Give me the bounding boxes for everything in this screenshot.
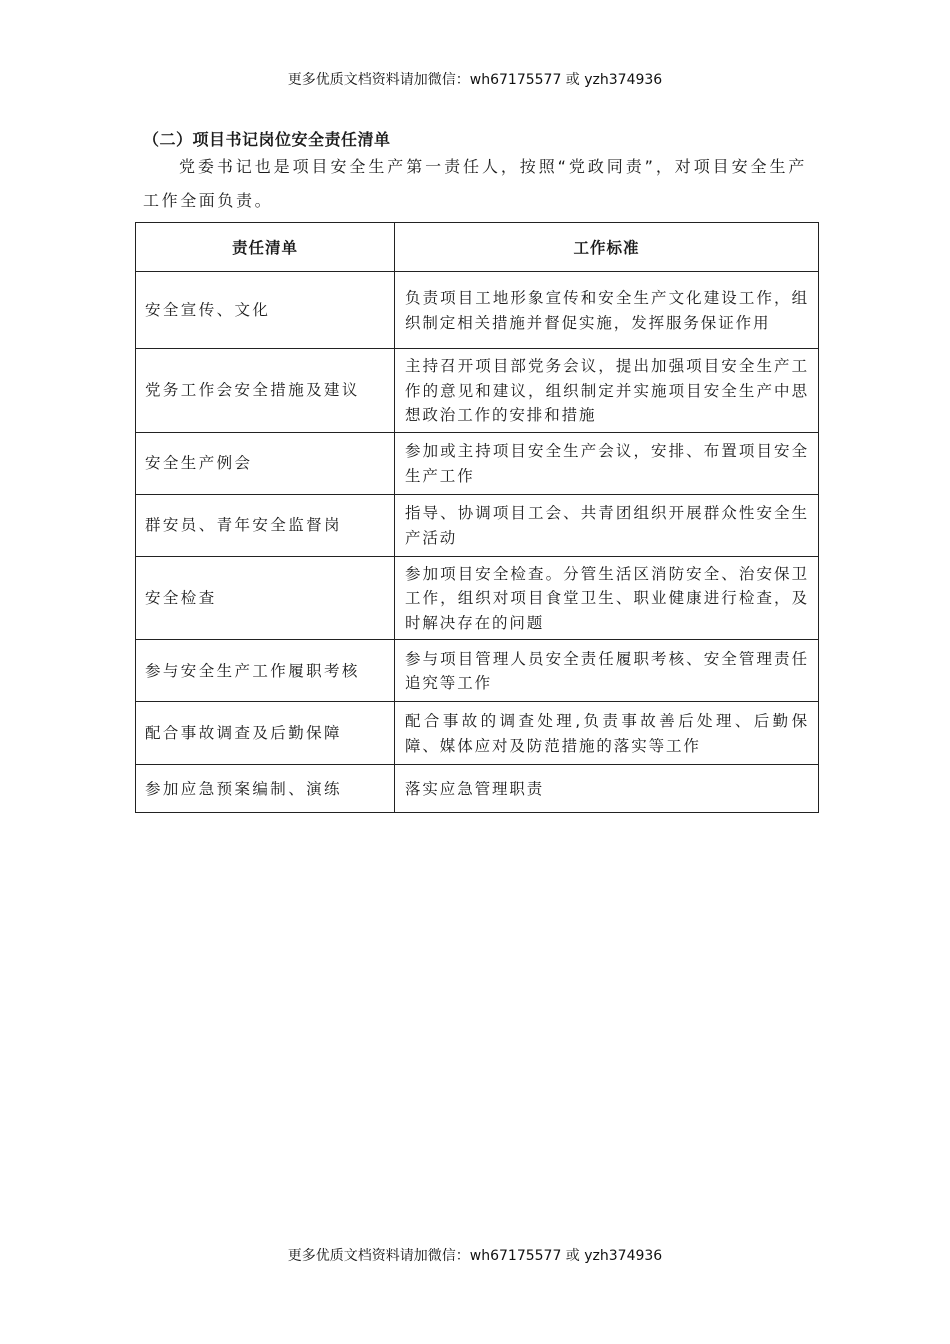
column-header-standard: 工作标准 [395, 223, 819, 272]
row-standard: 主持召开项目部党务会议，提出加强项目安全生产工作的意见和建议，组织制定并实施项目安全生产中思想政治工作的安排和措施 [395, 349, 819, 433]
row-standard: 指导、协调项目工会、共青团组织开展群众性安全生产活动 [395, 494, 819, 556]
page-footer: 更多优质文档资料请加微信：wh67175577 或 yzh374936 [287, 1248, 663, 1264]
section-title: （二）项目书记岗位安全责任清单 [143, 130, 391, 149]
row-item: 参加应急预案编制、演练 [136, 765, 395, 813]
row-item: 群安员、青年安全监督岗 [136, 494, 395, 556]
row-standard: 配合事故的调查处理,负责事故善后处理、后勤保障、媒体应对及防范措施的落实等工作 [395, 702, 819, 765]
responsibility-table [135, 222, 819, 813]
page-header: 更多优质文档资料请加微信：wh67175577 或 yzh374936 [287, 72, 663, 88]
row-standard: 落实应急管理职责 [395, 765, 819, 813]
table-row [136, 765, 819, 813]
table-row [136, 640, 819, 702]
row-standard: 负责项目工地形象宣传和安全生产文化建设工作，组织制定相关措施并督促实施，发挥服务保证作用 [395, 272, 819, 349]
row-item: 参与安全生产工作履职考核 [136, 640, 395, 702]
column-header-responsibility: 责任清单 [136, 223, 395, 272]
row-item: 安全宣传、文化 [136, 272, 395, 349]
table-row [136, 349, 819, 433]
table-row [136, 702, 819, 765]
table-row [136, 272, 819, 349]
table-row [136, 432, 819, 494]
table-header-row [136, 223, 819, 272]
row-item: 配合事故调查及后勤保障 [136, 702, 395, 765]
table-row [136, 494, 819, 556]
table-row [136, 556, 819, 640]
row-standard: 参加项目安全检查。分管生活区消防安全、治安保卫工作，组织对项目食堂卫生、职业健康进行检查，及时解决存在的问题 [395, 556, 819, 640]
row-item: 安全检查 [136, 556, 395, 640]
row-standard: 参与项目管理人员安全责任履职考核、安全管理责任追究等工作 [395, 640, 819, 702]
intro-paragraph: 党委书记也是项目安全生产第一责任人，按照“党政同责”，对项目安全生产工作全面负责。 [143, 157, 807, 210]
row-item: 安全生产例会 [136, 432, 395, 494]
row-standard: 参加或主持项目安全生产会议，安排、布置项目安全生产工作 [395, 432, 819, 494]
row-item: 党务工作会安全措施及建议 [136, 349, 395, 433]
